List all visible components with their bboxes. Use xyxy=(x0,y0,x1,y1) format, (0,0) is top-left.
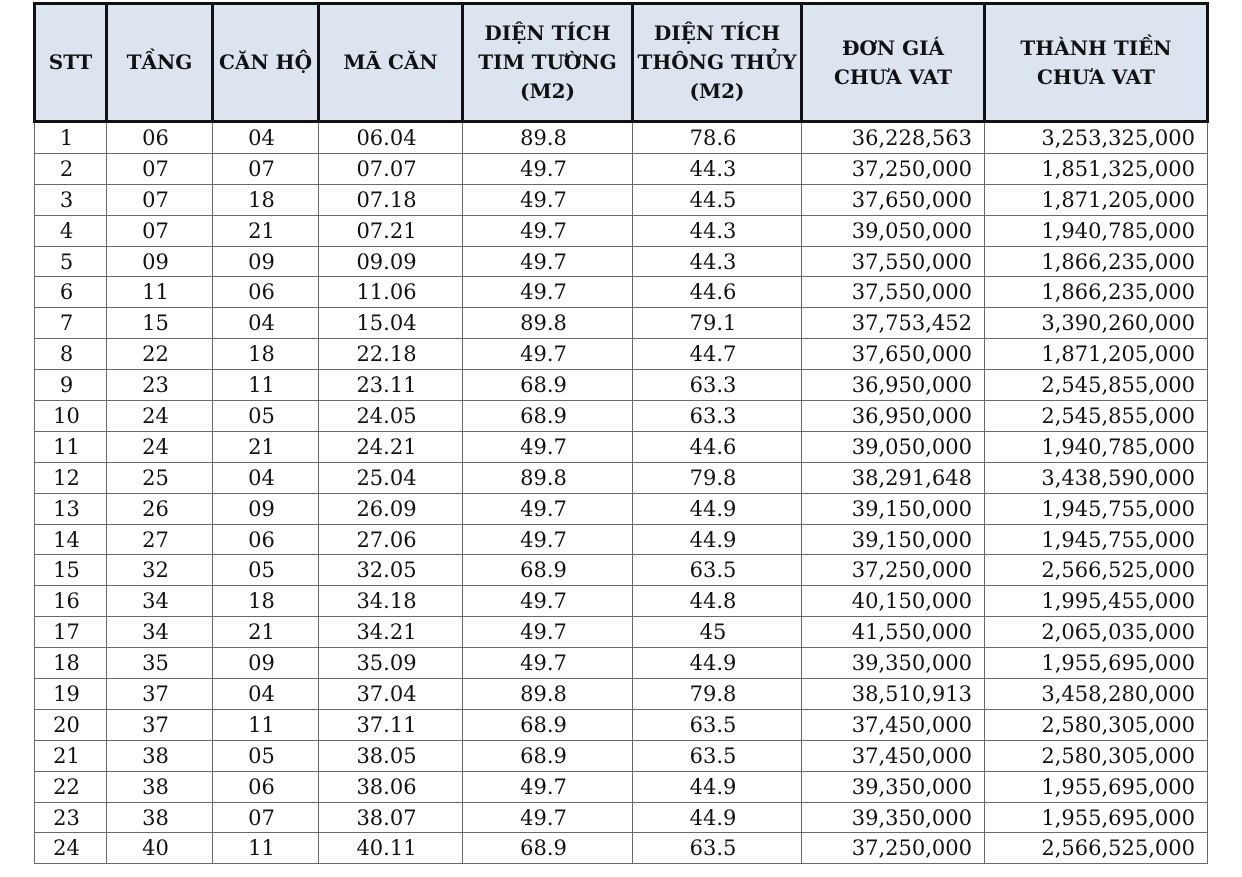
header-total-price: THÀNH TIỀN CHƯA VAT xyxy=(985,4,1208,122)
cell-unit: 21 xyxy=(213,617,319,648)
cell-net-area: 44.9 xyxy=(633,648,802,679)
cell-stt: 8 xyxy=(35,339,107,370)
cell-unit-price: 37,450,000 xyxy=(802,740,985,771)
cell-unit: 06 xyxy=(213,277,319,308)
cell-total-price: 1,871,205,000 xyxy=(985,339,1208,370)
cell-net-area: 44.9 xyxy=(633,493,802,524)
cell-unit-code: 27.06 xyxy=(319,524,463,555)
cell-stt: 12 xyxy=(35,462,107,493)
cell-stt: 11 xyxy=(35,431,107,462)
cell-total-price: 2,580,305,000 xyxy=(985,740,1208,771)
cell-wall-area: 49.7 xyxy=(463,586,633,617)
cell-net-area: 44.9 xyxy=(633,524,802,555)
cell-total-price: 2,566,525,000 xyxy=(985,555,1208,586)
cell-floor: 23 xyxy=(107,370,213,401)
cell-total-price: 3,390,260,000 xyxy=(985,308,1208,339)
cell-stt: 7 xyxy=(35,308,107,339)
cell-floor: 27 xyxy=(107,524,213,555)
table-row xyxy=(35,833,1208,864)
cell-unit: 11 xyxy=(213,370,319,401)
cell-net-area: 63.3 xyxy=(633,370,802,401)
table-row xyxy=(35,771,1208,802)
cell-net-area: 78.6 xyxy=(633,122,802,154)
cell-stt: 21 xyxy=(35,740,107,771)
cell-stt: 1 xyxy=(35,122,107,154)
cell-total-price: 2,065,035,000 xyxy=(985,617,1208,648)
cell-floor: 35 xyxy=(107,648,213,679)
cell-stt: 6 xyxy=(35,277,107,308)
cell-floor: 11 xyxy=(107,277,213,308)
cell-net-area: 44.7 xyxy=(633,339,802,370)
cell-floor: 24 xyxy=(107,401,213,432)
cell-unit-price: 36,950,000 xyxy=(802,401,985,432)
cell-wall-area: 49.7 xyxy=(463,771,633,802)
cell-wall-area: 68.9 xyxy=(463,555,633,586)
cell-floor: 34 xyxy=(107,617,213,648)
cell-unit-price: 37,250,000 xyxy=(802,833,985,864)
cell-unit-price: 36,950,000 xyxy=(802,370,985,401)
cell-floor: 26 xyxy=(107,493,213,524)
cell-unit: 09 xyxy=(213,648,319,679)
table-row xyxy=(35,339,1208,370)
cell-wall-area: 89.8 xyxy=(463,462,633,493)
cell-floor: 09 xyxy=(107,246,213,277)
cell-net-area: 44.8 xyxy=(633,586,802,617)
table-row xyxy=(35,401,1208,432)
table-row xyxy=(35,462,1208,493)
cell-floor: 38 xyxy=(107,802,213,833)
header-unit-code: MÃ CĂN xyxy=(319,4,463,122)
cell-wall-area: 49.7 xyxy=(463,648,633,679)
cell-net-area: 45 xyxy=(633,617,802,648)
cell-unit: 04 xyxy=(213,122,319,154)
cell-unit-code: 23.11 xyxy=(319,370,463,401)
cell-stt: 23 xyxy=(35,802,107,833)
cell-unit-code: 38.05 xyxy=(319,740,463,771)
cell-wall-area: 49.7 xyxy=(463,215,633,246)
cell-unit-code: 15.04 xyxy=(319,308,463,339)
cell-wall-area: 89.8 xyxy=(463,308,633,339)
table-row xyxy=(35,215,1208,246)
cell-net-area: 79.1 xyxy=(633,308,802,339)
cell-unit-price: 37,550,000 xyxy=(802,277,985,308)
table-row xyxy=(35,246,1208,277)
cell-unit-price: 37,753,452 xyxy=(802,308,985,339)
cell-stt: 3 xyxy=(35,184,107,215)
cell-wall-area: 68.9 xyxy=(463,401,633,432)
cell-net-area: 79.8 xyxy=(633,462,802,493)
cell-unit-code: 25.04 xyxy=(319,462,463,493)
table-row xyxy=(35,493,1208,524)
cell-total-price: 1,940,785,000 xyxy=(985,215,1208,246)
cell-net-area: 63.3 xyxy=(633,401,802,432)
cell-unit-code: 09.09 xyxy=(319,246,463,277)
cell-unit-price: 37,650,000 xyxy=(802,184,985,215)
header-net-area: DIỆN TÍCH THÔNG THỦY (M2) xyxy=(633,4,802,122)
cell-unit: 11 xyxy=(213,709,319,740)
header-unit-price: ĐƠN GIÁ CHƯA VAT xyxy=(802,4,985,122)
cell-total-price: 2,580,305,000 xyxy=(985,709,1208,740)
cell-wall-area: 49.7 xyxy=(463,153,633,184)
cell-unit-price: 39,050,000 xyxy=(802,215,985,246)
cell-net-area: 44.6 xyxy=(633,277,802,308)
cell-stt: 9 xyxy=(35,370,107,401)
cell-stt: 24 xyxy=(35,833,107,864)
cell-total-price: 3,438,590,000 xyxy=(985,462,1208,493)
cell-unit-price: 38,510,913 xyxy=(802,679,985,710)
table-row xyxy=(35,740,1208,771)
cell-unit-code: 24.21 xyxy=(319,431,463,462)
cell-floor: 06 xyxy=(107,122,213,154)
cell-net-area: 63.5 xyxy=(633,833,802,864)
cell-stt: 20 xyxy=(35,709,107,740)
cell-stt: 13 xyxy=(35,493,107,524)
cell-total-price: 1,955,695,000 xyxy=(985,771,1208,802)
cell-unit-price: 38,291,648 xyxy=(802,462,985,493)
cell-unit: 21 xyxy=(213,431,319,462)
cell-unit: 07 xyxy=(213,153,319,184)
cell-unit: 11 xyxy=(213,833,319,864)
table-row xyxy=(35,679,1208,710)
cell-net-area: 44.3 xyxy=(633,153,802,184)
cell-floor: 37 xyxy=(107,709,213,740)
cell-total-price: 1,995,455,000 xyxy=(985,586,1208,617)
cell-unit-code: 22.18 xyxy=(319,339,463,370)
cell-unit-code: 32.05 xyxy=(319,555,463,586)
cell-total-price: 1,871,205,000 xyxy=(985,184,1208,215)
cell-floor: 37 xyxy=(107,679,213,710)
cell-total-price: 1,945,755,000 xyxy=(985,493,1208,524)
cell-wall-area: 49.7 xyxy=(463,339,633,370)
cell-floor: 25 xyxy=(107,462,213,493)
header-wall-area: DIỆN TÍCH TIM TƯỜNG (M2) xyxy=(463,4,633,122)
cell-unit-code: 40.11 xyxy=(319,833,463,864)
cell-unit-code: 11.06 xyxy=(319,277,463,308)
cell-unit: 21 xyxy=(213,215,319,246)
cell-wall-area: 68.9 xyxy=(463,833,633,864)
cell-unit: 04 xyxy=(213,308,319,339)
cell-floor: 07 xyxy=(107,215,213,246)
cell-unit-price: 39,150,000 xyxy=(802,524,985,555)
cell-stt: 2 xyxy=(35,153,107,184)
cell-unit-code: 24.05 xyxy=(319,401,463,432)
cell-unit-code: 35.09 xyxy=(319,648,463,679)
cell-wall-area: 49.7 xyxy=(463,802,633,833)
cell-unit: 18 xyxy=(213,184,319,215)
cell-wall-area: 68.9 xyxy=(463,740,633,771)
cell-floor: 34 xyxy=(107,586,213,617)
cell-total-price: 3,458,280,000 xyxy=(985,679,1208,710)
cell-unit-code: 06.04 xyxy=(319,122,463,154)
cell-stt: 22 xyxy=(35,771,107,802)
cell-unit-price: 39,150,000 xyxy=(802,493,985,524)
cell-floor: 38 xyxy=(107,740,213,771)
cell-unit-price: 37,450,000 xyxy=(802,709,985,740)
cell-floor: 40 xyxy=(107,833,213,864)
cell-wall-area: 49.7 xyxy=(463,493,633,524)
cell-total-price: 1,955,695,000 xyxy=(985,648,1208,679)
cell-unit-code: 37.11 xyxy=(319,709,463,740)
cell-unit: 06 xyxy=(213,771,319,802)
cell-wall-area: 49.7 xyxy=(463,246,633,277)
cell-net-area: 63.5 xyxy=(633,555,802,586)
cell-stt: 19 xyxy=(35,679,107,710)
cell-floor: 22 xyxy=(107,339,213,370)
cell-total-price: 3,253,325,000 xyxy=(985,122,1208,154)
cell-total-price: 2,566,525,000 xyxy=(985,833,1208,864)
table-row xyxy=(35,555,1208,586)
table-row xyxy=(35,277,1208,308)
table-row xyxy=(35,431,1208,462)
header-unit: CĂN HỘ xyxy=(213,4,319,122)
cell-floor: 07 xyxy=(107,153,213,184)
cell-total-price: 1,866,235,000 xyxy=(985,246,1208,277)
cell-wall-area: 68.9 xyxy=(463,709,633,740)
cell-stt: 17 xyxy=(35,617,107,648)
cell-unit: 18 xyxy=(213,586,319,617)
table-row xyxy=(35,308,1208,339)
cell-stt: 16 xyxy=(35,586,107,617)
cell-wall-area: 49.7 xyxy=(463,277,633,308)
cell-unit-price: 37,250,000 xyxy=(802,555,985,586)
cell-floor: 32 xyxy=(107,555,213,586)
cell-unit: 07 xyxy=(213,802,319,833)
cell-unit: 18 xyxy=(213,339,319,370)
table-body xyxy=(35,122,1208,864)
cell-net-area: 44.9 xyxy=(633,802,802,833)
table-row xyxy=(35,586,1208,617)
cell-net-area: 44.6 xyxy=(633,431,802,462)
cell-unit: 04 xyxy=(213,679,319,710)
cell-total-price: 2,545,855,000 xyxy=(985,401,1208,432)
cell-total-price: 1,955,695,000 xyxy=(985,802,1208,833)
cell-unit-price: 39,050,000 xyxy=(802,431,985,462)
cell-unit: 09 xyxy=(213,493,319,524)
cell-unit-price: 37,550,000 xyxy=(802,246,985,277)
cell-unit-price: 37,650,000 xyxy=(802,339,985,370)
cell-floor: 07 xyxy=(107,184,213,215)
cell-unit-code: 38.07 xyxy=(319,802,463,833)
header-stt: STT xyxy=(35,4,107,122)
cell-unit: 09 xyxy=(213,246,319,277)
cell-unit: 05 xyxy=(213,555,319,586)
cell-stt: 5 xyxy=(35,246,107,277)
table-row xyxy=(35,184,1208,215)
cell-stt: 4 xyxy=(35,215,107,246)
table-row xyxy=(35,709,1208,740)
cell-unit-code: 07.21 xyxy=(319,215,463,246)
cell-unit-code: 38.06 xyxy=(319,771,463,802)
cell-stt: 14 xyxy=(35,524,107,555)
cell-unit: 05 xyxy=(213,401,319,432)
cell-unit: 04 xyxy=(213,462,319,493)
cell-total-price: 1,945,755,000 xyxy=(985,524,1208,555)
header-floor: TẦNG xyxy=(107,4,213,122)
cell-wall-area: 49.7 xyxy=(463,184,633,215)
cell-unit-price: 37,250,000 xyxy=(802,153,985,184)
table-row xyxy=(35,153,1208,184)
header-row xyxy=(35,4,1208,122)
cell-wall-area: 89.8 xyxy=(463,679,633,710)
table-row xyxy=(35,370,1208,401)
cell-stt: 18 xyxy=(35,648,107,679)
cell-stt: 10 xyxy=(35,401,107,432)
cell-wall-area: 49.7 xyxy=(463,524,633,555)
cell-net-area: 44.9 xyxy=(633,771,802,802)
cell-net-area: 79.8 xyxy=(633,679,802,710)
cell-wall-area: 49.7 xyxy=(463,617,633,648)
cell-net-area: 63.5 xyxy=(633,709,802,740)
cell-net-area: 44.5 xyxy=(633,184,802,215)
cell-floor: 15 xyxy=(107,308,213,339)
cell-unit-code: 34.21 xyxy=(319,617,463,648)
cell-unit-price: 39,350,000 xyxy=(802,802,985,833)
price-table xyxy=(33,2,1209,864)
cell-unit: 05 xyxy=(213,740,319,771)
cell-unit-code: 37.04 xyxy=(319,679,463,710)
cell-total-price: 1,851,325,000 xyxy=(985,153,1208,184)
cell-wall-area: 89.8 xyxy=(463,122,633,154)
cell-wall-area: 49.7 xyxy=(463,431,633,462)
cell-unit-price: 41,550,000 xyxy=(802,617,985,648)
cell-unit-price: 39,350,000 xyxy=(802,648,985,679)
cell-net-area: 44.3 xyxy=(633,246,802,277)
cell-floor: 24 xyxy=(107,431,213,462)
cell-unit-price: 40,150,000 xyxy=(802,586,985,617)
cell-floor: 38 xyxy=(107,771,213,802)
cell-unit: 06 xyxy=(213,524,319,555)
cell-wall-area: 68.9 xyxy=(463,370,633,401)
table-row xyxy=(35,648,1208,679)
cell-unit-code: 07.07 xyxy=(319,153,463,184)
table-row xyxy=(35,524,1208,555)
cell-total-price: 2,545,855,000 xyxy=(985,370,1208,401)
cell-net-area: 44.3 xyxy=(633,215,802,246)
cell-unit-code: 34.18 xyxy=(319,586,463,617)
cell-unit-price: 36,228,563 xyxy=(802,122,985,154)
table-row xyxy=(35,617,1208,648)
cell-stt: 15 xyxy=(35,555,107,586)
cell-unit-price: 39,350,000 xyxy=(802,771,985,802)
cell-total-price: 1,940,785,000 xyxy=(985,431,1208,462)
cell-unit-code: 26.09 xyxy=(319,493,463,524)
table-row xyxy=(35,802,1208,833)
table-row xyxy=(35,122,1208,154)
cell-net-area: 63.5 xyxy=(633,740,802,771)
cell-unit-code: 07.18 xyxy=(319,184,463,215)
cell-total-price: 1,866,235,000 xyxy=(985,277,1208,308)
